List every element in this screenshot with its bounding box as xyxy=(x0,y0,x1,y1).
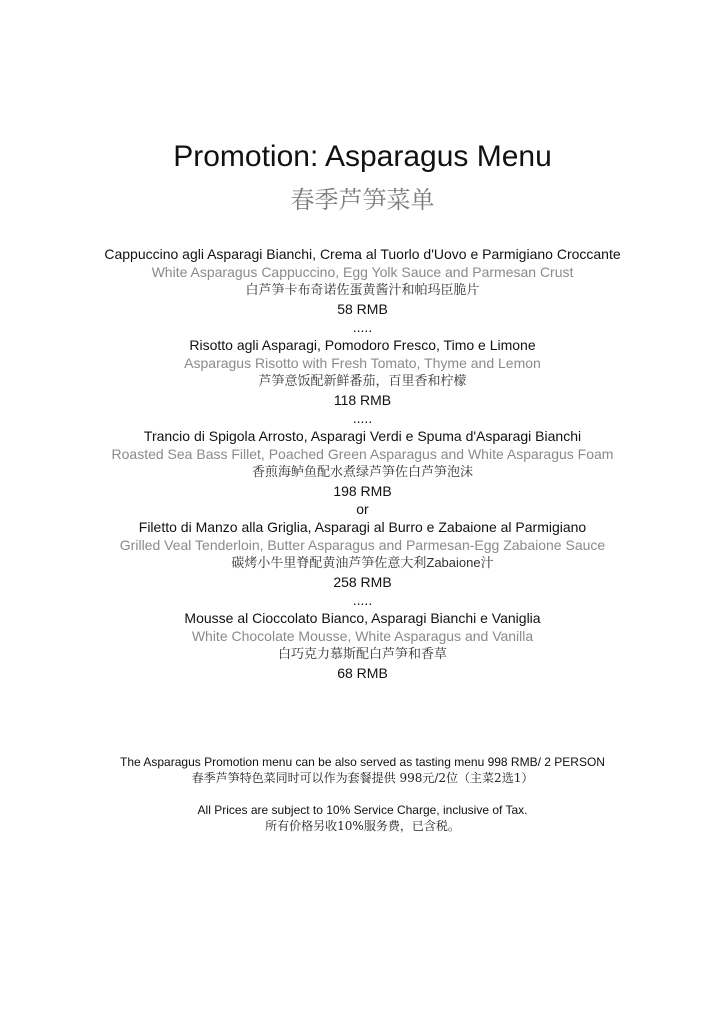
course-english-name: Grilled Veal Tenderloin, Butter Asparagus and Parmesan-Egg Zabaione Sauce xyxy=(119,537,606,554)
course-separator: ..... xyxy=(352,591,373,608)
page-subtitle-chinese: 春季芦笋菜单 xyxy=(290,187,435,214)
tasting-menu-note-chinese: 春季芦笋特色菜同时可以作为套餐提供 998元/2位（主菜2选1） xyxy=(191,771,534,785)
course-separator: ..... xyxy=(352,318,373,335)
course-item xyxy=(60,609,665,682)
course-english-name: White Asparagus Cappuccino, Egg Yolk Sauce and Parmesan Crust xyxy=(151,264,574,281)
course-english-name: Roasted Sea Bass Fillet, Poached Green Asparagus and White Asparagus Foam xyxy=(111,446,614,463)
course-price: 68 RMB xyxy=(337,664,388,681)
course-chinese-name: 香煎海鲈鱼配水煮绿芦笋佐白芦笋泡沫 xyxy=(251,464,473,480)
course-italian-name: Trancio di Spigola Arrosto, Asparagi Verdi e Spuma d'Asparagi Bianchi xyxy=(143,428,582,445)
course-item xyxy=(60,245,665,336)
footer-spacer xyxy=(40,786,685,802)
course-chinese-name: 白芦笋卡布奇诺佐蛋黄酱汁和帕玛臣脆片 xyxy=(245,282,480,298)
service-charge-note-chinese: 所有价格另收10%服务费，已含税。 xyxy=(265,819,460,833)
course-chinese-name: 碳烤小牛里脊配黄油芦笋佐意大利Zabaione汁 xyxy=(231,555,494,571)
course-price: 258 RMB xyxy=(333,573,392,590)
course-separator: or xyxy=(356,500,369,517)
page-title: Promotion: Asparagus Menu xyxy=(173,140,552,173)
course-italian-name: Cappuccino agli Asparagi Bianchi, Crema al Tuorlo d'Uovo e Parmigiano Croccante xyxy=(104,246,621,262)
course-italian-name: Filetto di Manzo alla Griglia, Asparagi al Burro e Zabaione al Parmigiano xyxy=(138,519,587,536)
course-english-name: Asparagus Risotto with Fresh Tomato, Thyme and Lemon xyxy=(184,355,541,372)
course-price: 118 RMB xyxy=(333,391,392,408)
course-item xyxy=(60,336,665,427)
course-english-name: White Chocolate Mousse, White Asparagus and Vanilla xyxy=(191,628,534,645)
course-chinese-name: 芦笋意饭配新鲜番茄，百里香和柠檬 xyxy=(258,373,467,389)
course-separator: ..... xyxy=(352,409,373,426)
menu-footer xyxy=(40,754,685,834)
course-price: 198 RMB xyxy=(333,482,392,499)
menu-courses xyxy=(60,245,665,682)
service-charge-note: All Prices are subject to 10% Service Charge, inclusive of Tax. xyxy=(197,803,528,817)
course-chinese-name: 白巧克力慕斯配白芦笋和香草 xyxy=(277,646,447,662)
course-item xyxy=(60,427,665,518)
course-item xyxy=(60,518,665,609)
course-italian-name: Mousse al Cioccolato Bianco, Asparagi Bianchi e Vaniglia xyxy=(184,610,541,627)
course-price: 58 RMB xyxy=(337,300,388,317)
course-italian-name: Risotto agli Asparagi, Pomodoro Fresco, Timo e Limone xyxy=(189,337,536,354)
tasting-menu-note: The Asparagus Promotion menu can be also served as tasting menu 998 RMB/ 2 PERSON xyxy=(120,755,605,769)
